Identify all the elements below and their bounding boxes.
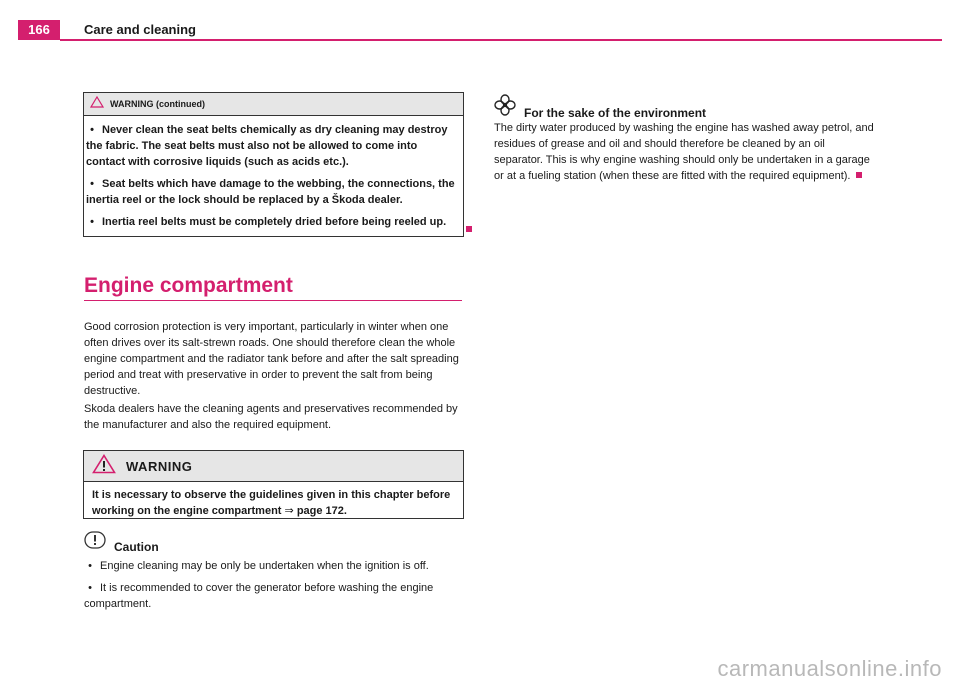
caution-list xyxy=(84,558,464,618)
warning-header xyxy=(84,451,463,482)
list-item: • Seat belts which have damage to the webbing, the connections, the inertia reel or the lock should be replaced by a Škoda dealer. xyxy=(86,178,455,206)
environment-label: For the sake of the environment xyxy=(524,106,707,120)
section-title: Engine compartment xyxy=(84,274,293,297)
environment-header xyxy=(494,94,706,121)
environment-flower-icon xyxy=(494,94,516,121)
bullet-icon: • xyxy=(90,124,94,136)
warning-triangle-icon xyxy=(92,454,116,479)
caution-icon xyxy=(84,531,106,554)
warning-continued-header xyxy=(84,93,463,116)
end-of-section-marker-icon xyxy=(856,172,862,178)
paragraph: Skoda dealers have the cleaning agents and preservatives recommended by the manufacturer and also the required equipment. xyxy=(84,403,458,431)
warning-label: WARNING xyxy=(126,458,193,474)
watermark: carmanualsonline.info xyxy=(717,656,942,681)
end-of-section-marker-icon xyxy=(466,226,472,232)
list-item: • Engine cleaning may be only be undertaken when the ignition is off. xyxy=(84,558,464,574)
warning-triangle-icon xyxy=(90,95,104,113)
page-header xyxy=(18,20,942,40)
list-item: • Inertia reel belts must be completely dried before being reeled up. xyxy=(86,214,457,230)
warning-box xyxy=(83,450,464,519)
section-rule xyxy=(84,300,462,301)
page-number: 166 xyxy=(18,20,60,40)
bullet-icon: • xyxy=(88,560,92,572)
warning-continued-label: WARNING (continued) xyxy=(110,99,205,109)
chapter-title: Care and cleaning xyxy=(84,22,196,37)
reference-arrow: ⇒ xyxy=(284,505,294,517)
warning-body: It is necessary to observe the guidelines given in this chapter before working on the engine compartment ⇒ page 172. xyxy=(92,489,451,517)
list-item: • Never clean the seat belts chemically as dry cleaning may destroy the fabric. The seat belts must also not be allowed to come into contact with corrosive liquids (such as acids etc.). xyxy=(86,124,448,168)
paragraph: Good corrosion protection is very important, particularly in winter when one often drives over its salt-strewn roads. One should therefore clean the whole engine compartment and the radiator tank before and after the salt spreading period and treat with preservative in order to prevent the salt from being destructive. xyxy=(84,321,459,397)
list-item: • It is recommended to cover the generator before washing the engine compartment. xyxy=(84,582,434,610)
bullet-icon: • xyxy=(88,582,92,594)
warning-continued-box xyxy=(83,92,464,237)
bullet-icon: • xyxy=(90,216,94,228)
warning-continued-body xyxy=(84,116,463,230)
environment-paragraph: The dirty water produced by washing the engine has washed away petrol, and residues of grease and oil and should therefore be cleaned by an oil separator. This is why engine washing should only be undertaken in a garage or at a fueling station (when these are fitted with the required equipment). xyxy=(494,122,874,182)
page-reference-link[interactable]: page 172. xyxy=(296,505,347,517)
header-rule xyxy=(60,39,942,41)
bullet-icon: • xyxy=(90,178,94,190)
caution-label: Caution xyxy=(114,540,159,554)
caution-header xyxy=(84,531,159,554)
